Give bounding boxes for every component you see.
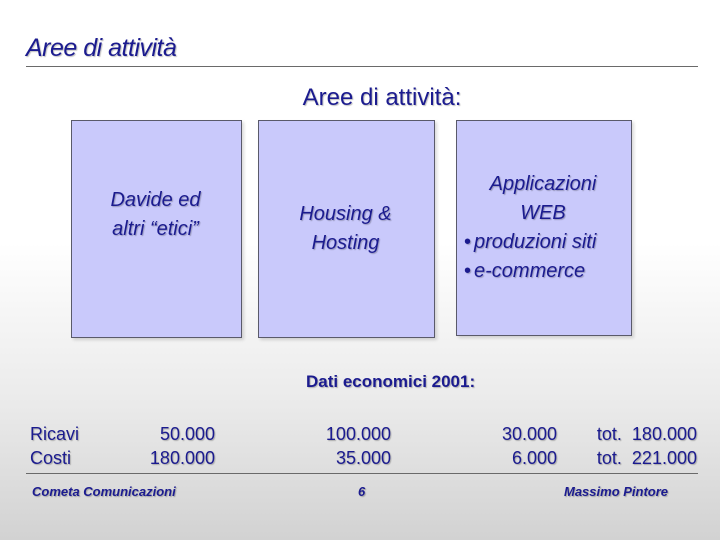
value-cell: 180.000 (149, 448, 215, 468)
area-text-davide (71, 186, 240, 244)
value-cell: 50.000 (159, 424, 215, 444)
area-line: WEB (520, 202, 566, 224)
total-cell: tot. 180.000 (596, 424, 697, 444)
total-cell: tot. 221.000 (596, 448, 697, 468)
row-label-ricavi: Ricavi (30, 424, 80, 444)
row-label-costi: Costi (30, 448, 72, 468)
slide-title: Aree di attività (26, 34, 177, 62)
footer-company: Cometa Comunicazioni (32, 484, 176, 499)
area-line: altri “etici” (112, 218, 199, 240)
economics-label: Dati economici 2001: (306, 372, 476, 391)
value-cell: 30.000 (501, 424, 557, 444)
page-number: 6 (358, 484, 366, 499)
area-line: Applicazioni (489, 173, 597, 195)
footer-author: Massimo Pintore (564, 484, 669, 499)
value-cell: 35.000 (335, 448, 391, 468)
area-line: Hosting (311, 232, 380, 254)
footer-divider (26, 473, 698, 474)
value-cell: 100.000 (325, 424, 391, 444)
area-text-housing (258, 200, 433, 258)
bullet-item: • produzioni siti (464, 231, 597, 253)
area-line: Housing & (299, 203, 392, 225)
bullet-icon: • (464, 260, 472, 282)
area-text-applicazioni (456, 170, 630, 286)
title-divider (26, 66, 698, 67)
bullet-item: • e-commerce (464, 260, 586, 282)
value-cell: 6.000 (511, 448, 557, 468)
area-line: Davide ed (110, 189, 201, 211)
slide-subtitle: Aree di attività: (302, 84, 462, 111)
bullet-icon: • (464, 231, 472, 253)
